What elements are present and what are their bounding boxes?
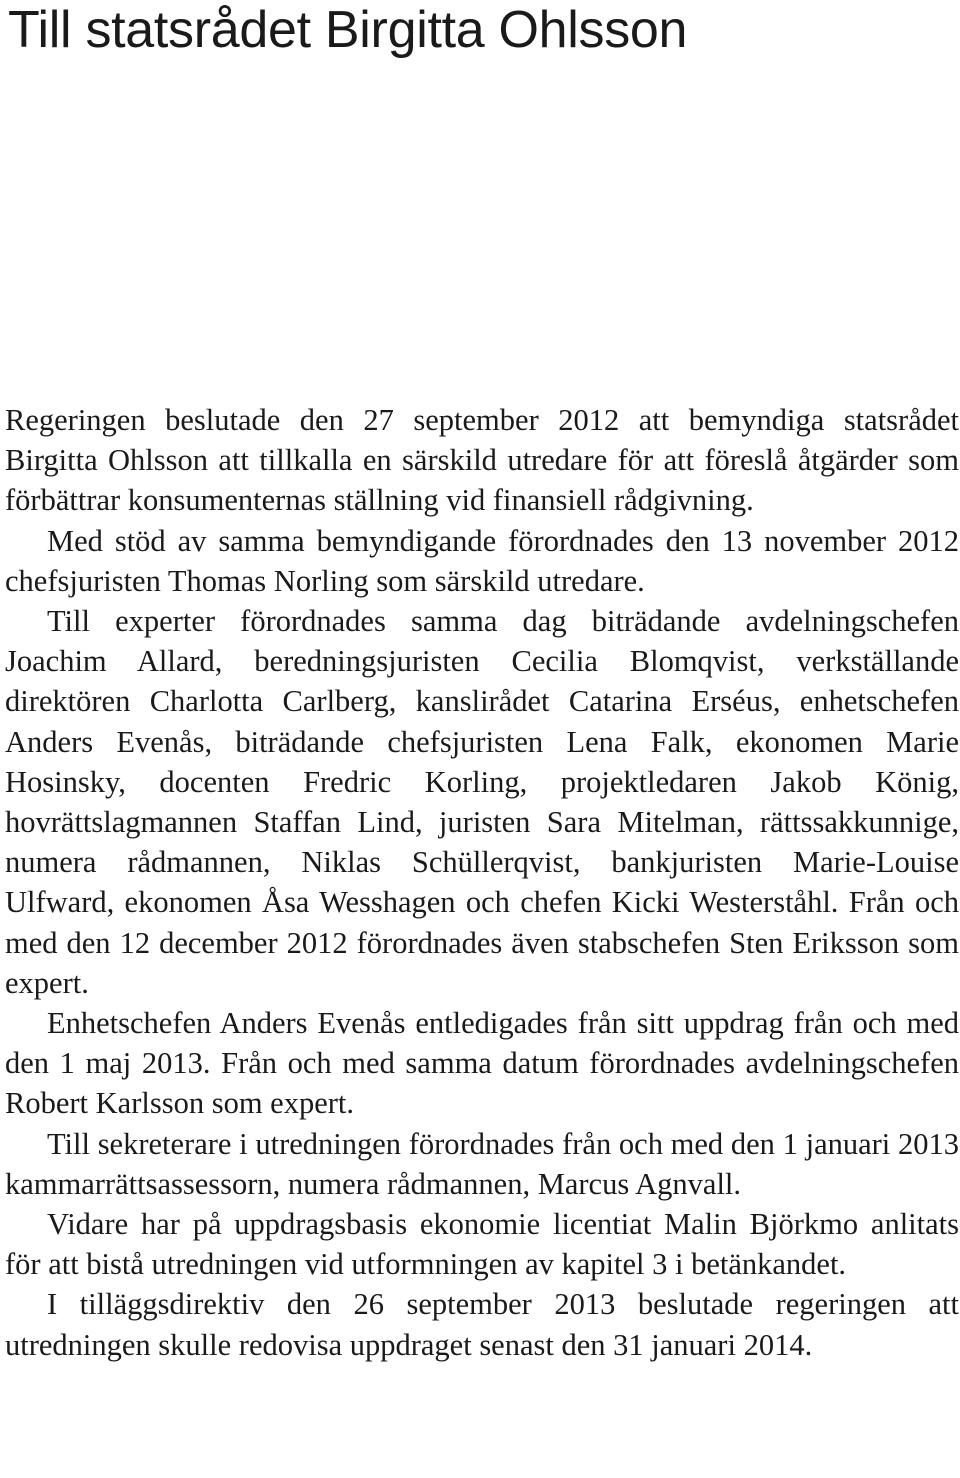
paragraph-commission: Regeringen beslutade den 27 september 2012 att bemyndiga statsrådet Birgitta Ohlsson att tillkalla en särskild utredare för att föreslå åtgärder som förbättrar konsumenternas ställning vid finansiell rådgivning.: [5, 403, 959, 518]
paragraph-additional-directive: I tilläggsdirektiv den 26 september 2013 beslutade regeringen att utredningen skulle redovisa uppdraget senast den 31 januari 2014.: [5, 1287, 959, 1362]
paragraph-expert-change: Enhetschefen Anders Evenås entledigades från sitt uppdrag från och med den 1 maj 2013. Från och med samma datum förordnades avdelningschefen Robert Karlsson som expert.: [5, 1006, 959, 1121]
paragraph-consultant: Vidare har på uppdragsbasis ekonomie licentiat Malin Björkmo anlitats för att bistå utredningen vid utformningen av kapitel 3 i betänkandet.: [5, 1207, 959, 1282]
paragraph-appointment: Med stöd av samma bemyndigande förordnades den 13 november 2012 chefsjuristen Thomas Norling som särskild utredare.: [5, 523, 959, 598]
paragraph-secretary: Till sekreterare i utredningen förordnades från och med den 1 januari 2013 kammarrättsassessorn, numera rådmannen, Marcus Agnvall.: [5, 1126, 959, 1201]
document-title: Till statsrådet Birgitta Ohlsson: [8, 1, 688, 59]
paragraph-experts: Till experter förordnades samma dag biträdande avdelningschefen Joachim Allard, beredningsjuristen Cecilia Blomqvist, verkställande direktören Charlotta Carlberg, kanslirådet Catarina Erséus, enhetschefen Anders Evenås, biträdande chefsjuristen Lena Falk, ekonomen Marie Hosinsky, docenten Fredric Korling, projektledaren Jakob König, hovrättslagmannen Staffan Lind, juristen Sara Mitelman, rättssakkunnige, numera rådmannen, Niklas Schüllerqvist, bankjuristen Marie-Louise Ulfward, ekonomen Åsa Wesshagen och chefen Kicki Westerståhl. Från och med den 12 december 2012 förordnades även stabschefen Sten Eriksson som expert.: [5, 604, 959, 1000]
body-text: [5, 400, 959, 1365]
